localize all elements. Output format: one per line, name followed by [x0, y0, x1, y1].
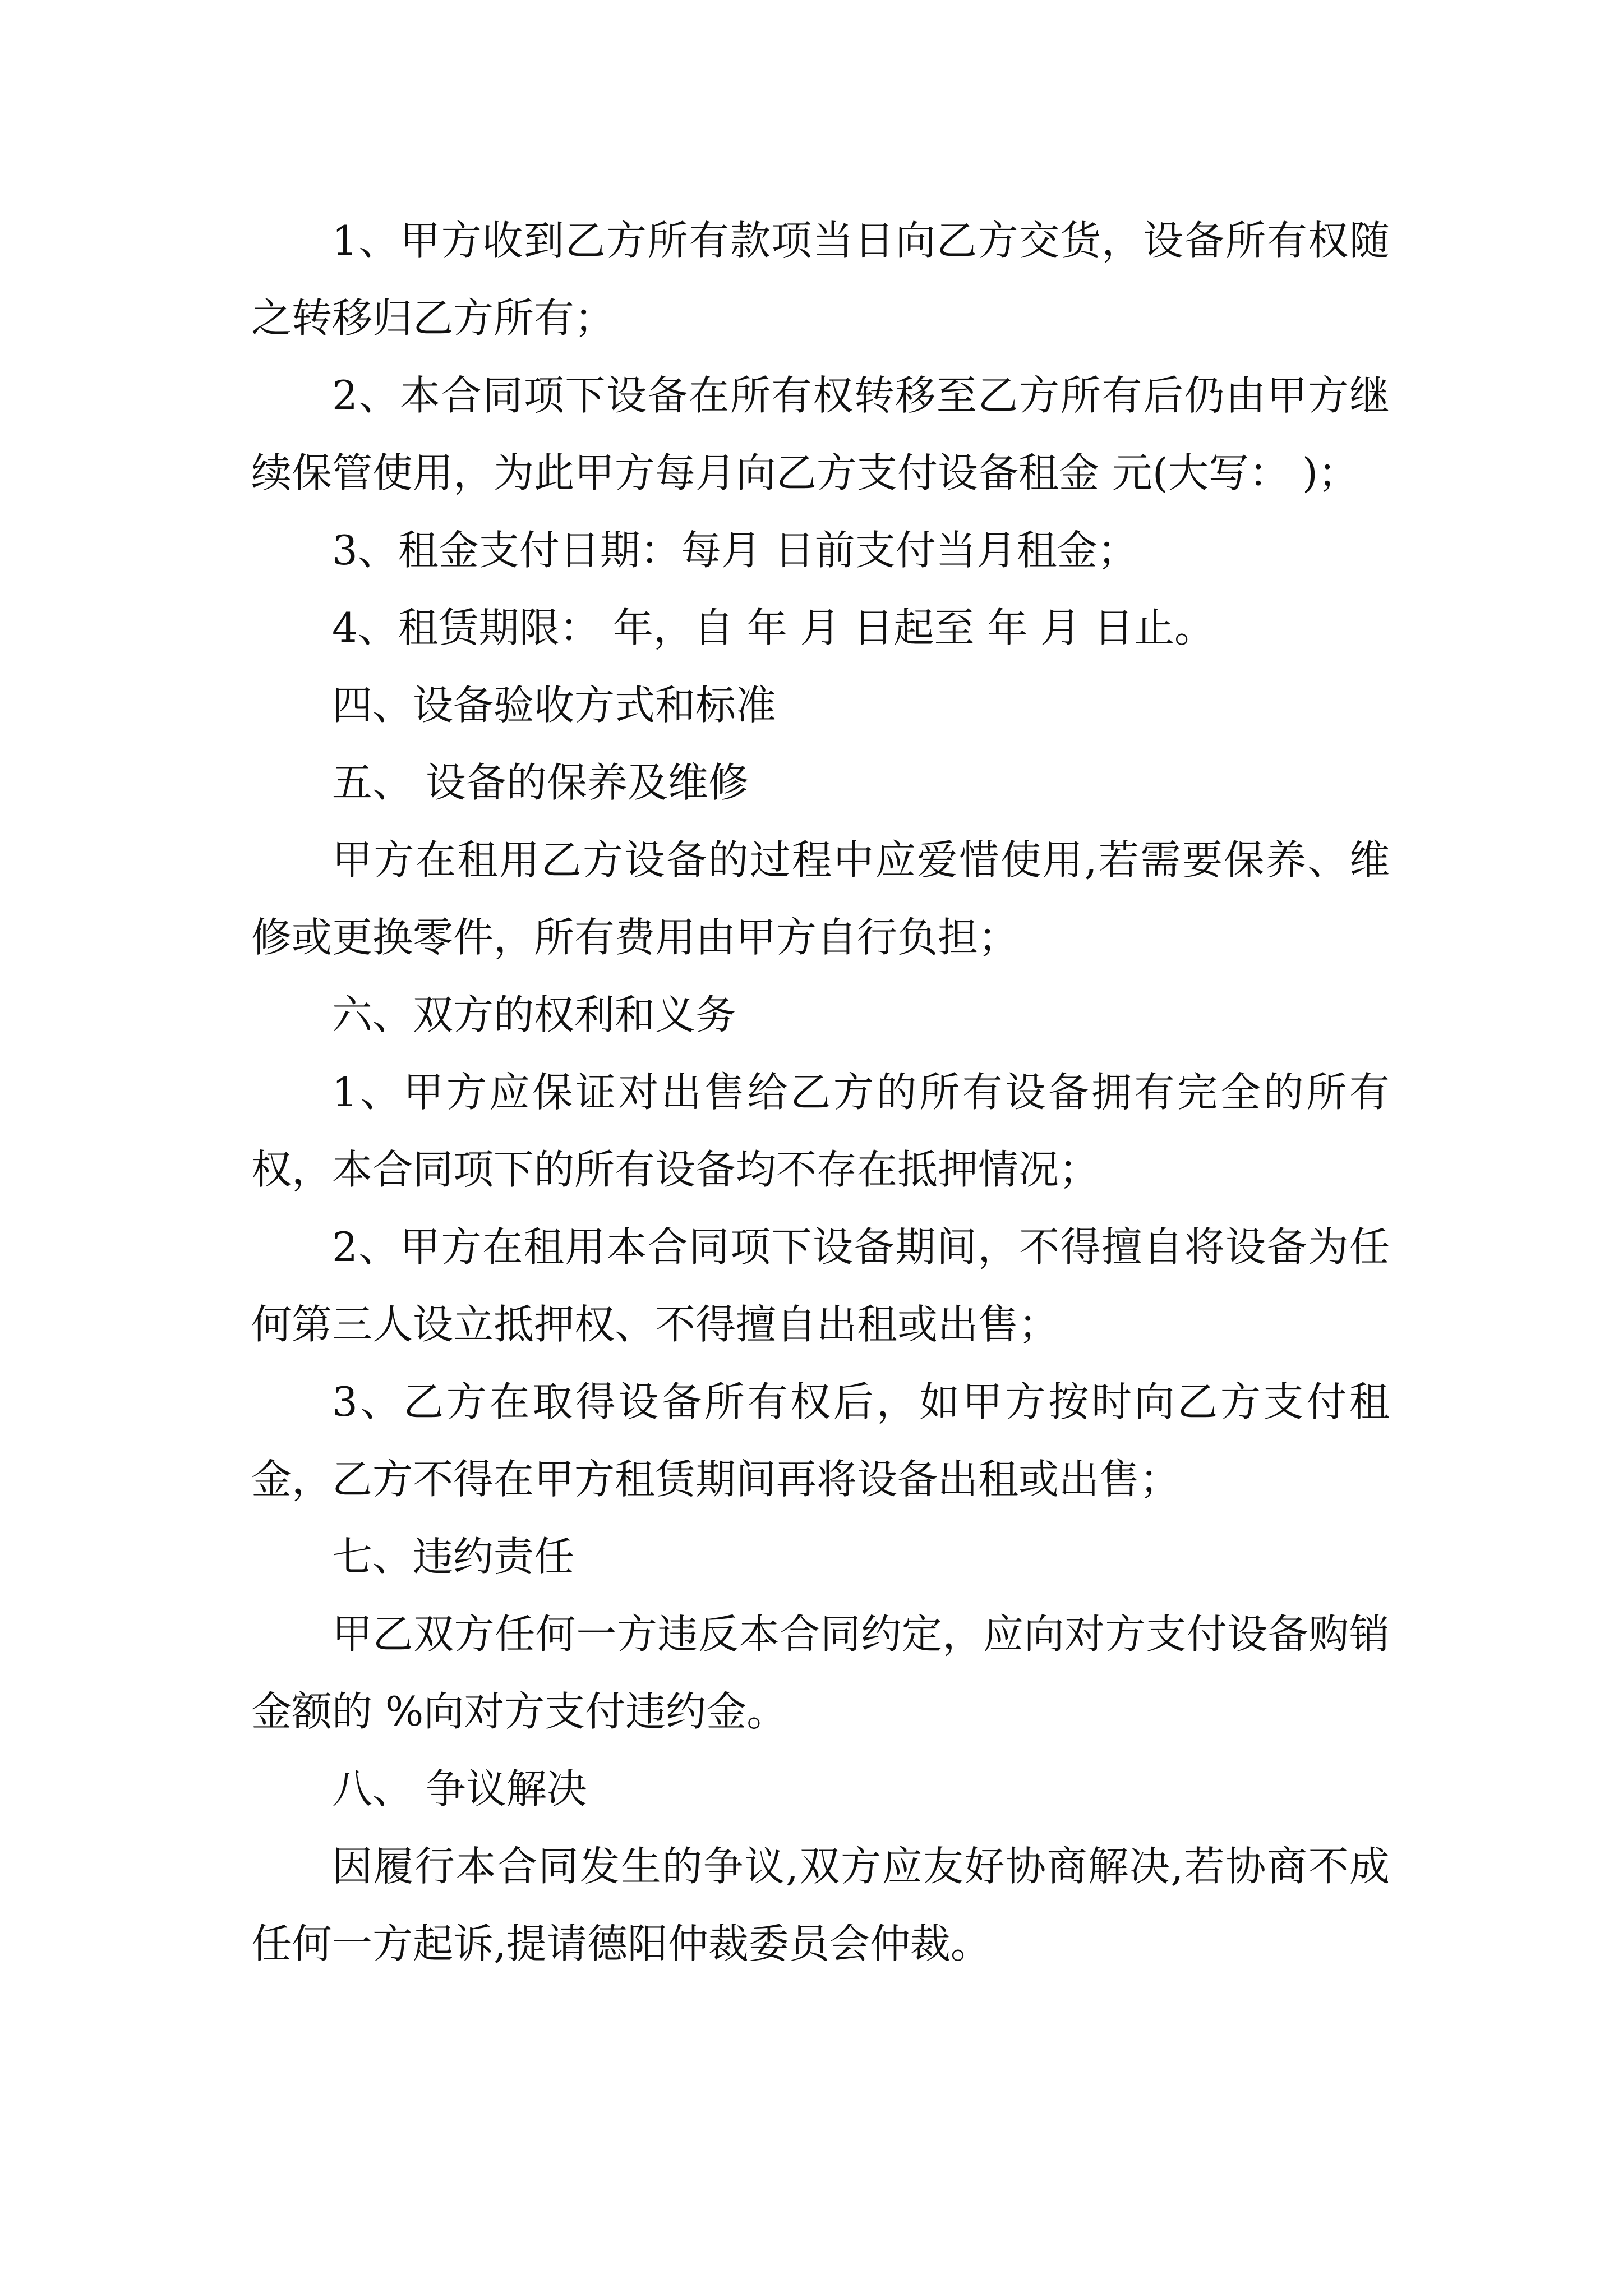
clause-payment-date: 3、租金支付日期：每月 日前支付当月租金；: [332, 527, 1138, 574]
clause-maintenance: 甲方在租用乙方设备的过程中应爱惜使用,若需要保养、维修或更换零件，所有费用由甲方自行负担；: [251, 836, 1390, 961]
section-heading-maintenance: 五、 设备的保养及维修: [332, 759, 749, 806]
clause-penalty: 甲乙双方任何一方违反本合同约定，应向对方支付设备购销金额的 %向对方支付违约金。: [251, 1611, 1390, 1735]
section-heading-liability: 七、违约责任: [332, 1533, 575, 1580]
clause-lease-back: 2、本合同项下设备在所有权转移至乙方所有后仍由甲方继续保管使用，为此甲方每月向乙方支付设备租金 元(大写： )；: [251, 372, 1390, 496]
clause-delivery: 1、甲方收到乙方所有款项当日向乙方交货，设备所有权随之转移归乙方所有；: [251, 217, 1390, 342]
contract-text: [251, 202, 1390, 1982]
clause-no-mortgage: 2、甲方在租用本合同项下设备期间，不得擅自将设备为任何第三人设立抵押权、不得擅自出租或出售；: [251, 1223, 1390, 1348]
clause-ownership-guarantee: 1、甲方应保证对出售给乙方的所有设备拥有完全的所有权，本合同项下的所有设备均不存在抵押情况；: [251, 1069, 1390, 1193]
clause-no-resale: 3、乙方在取得设备所有权后，如甲方按时向乙方支付租金，乙方不得在甲方租赁期间再将设备出租或出售；: [251, 1378, 1390, 1503]
section-heading-rights: 六、双方的权利和义务: [332, 991, 736, 1038]
clause-lease-term: 4、租赁期限： 年，自 年 月 日起至 年 月 日止。: [332, 604, 1215, 651]
section-heading-acceptance: 四、设备验收方式和标准: [332, 682, 777, 729]
section-heading-dispute: 八、 争议解决: [332, 1765, 587, 1812]
clause-arbitration: 因履行本合同发生的争议,双方应友好协商解决,若协商不成任何一方起诉,提请德阳仲裁委员会仲裁。: [251, 1843, 1390, 1967]
